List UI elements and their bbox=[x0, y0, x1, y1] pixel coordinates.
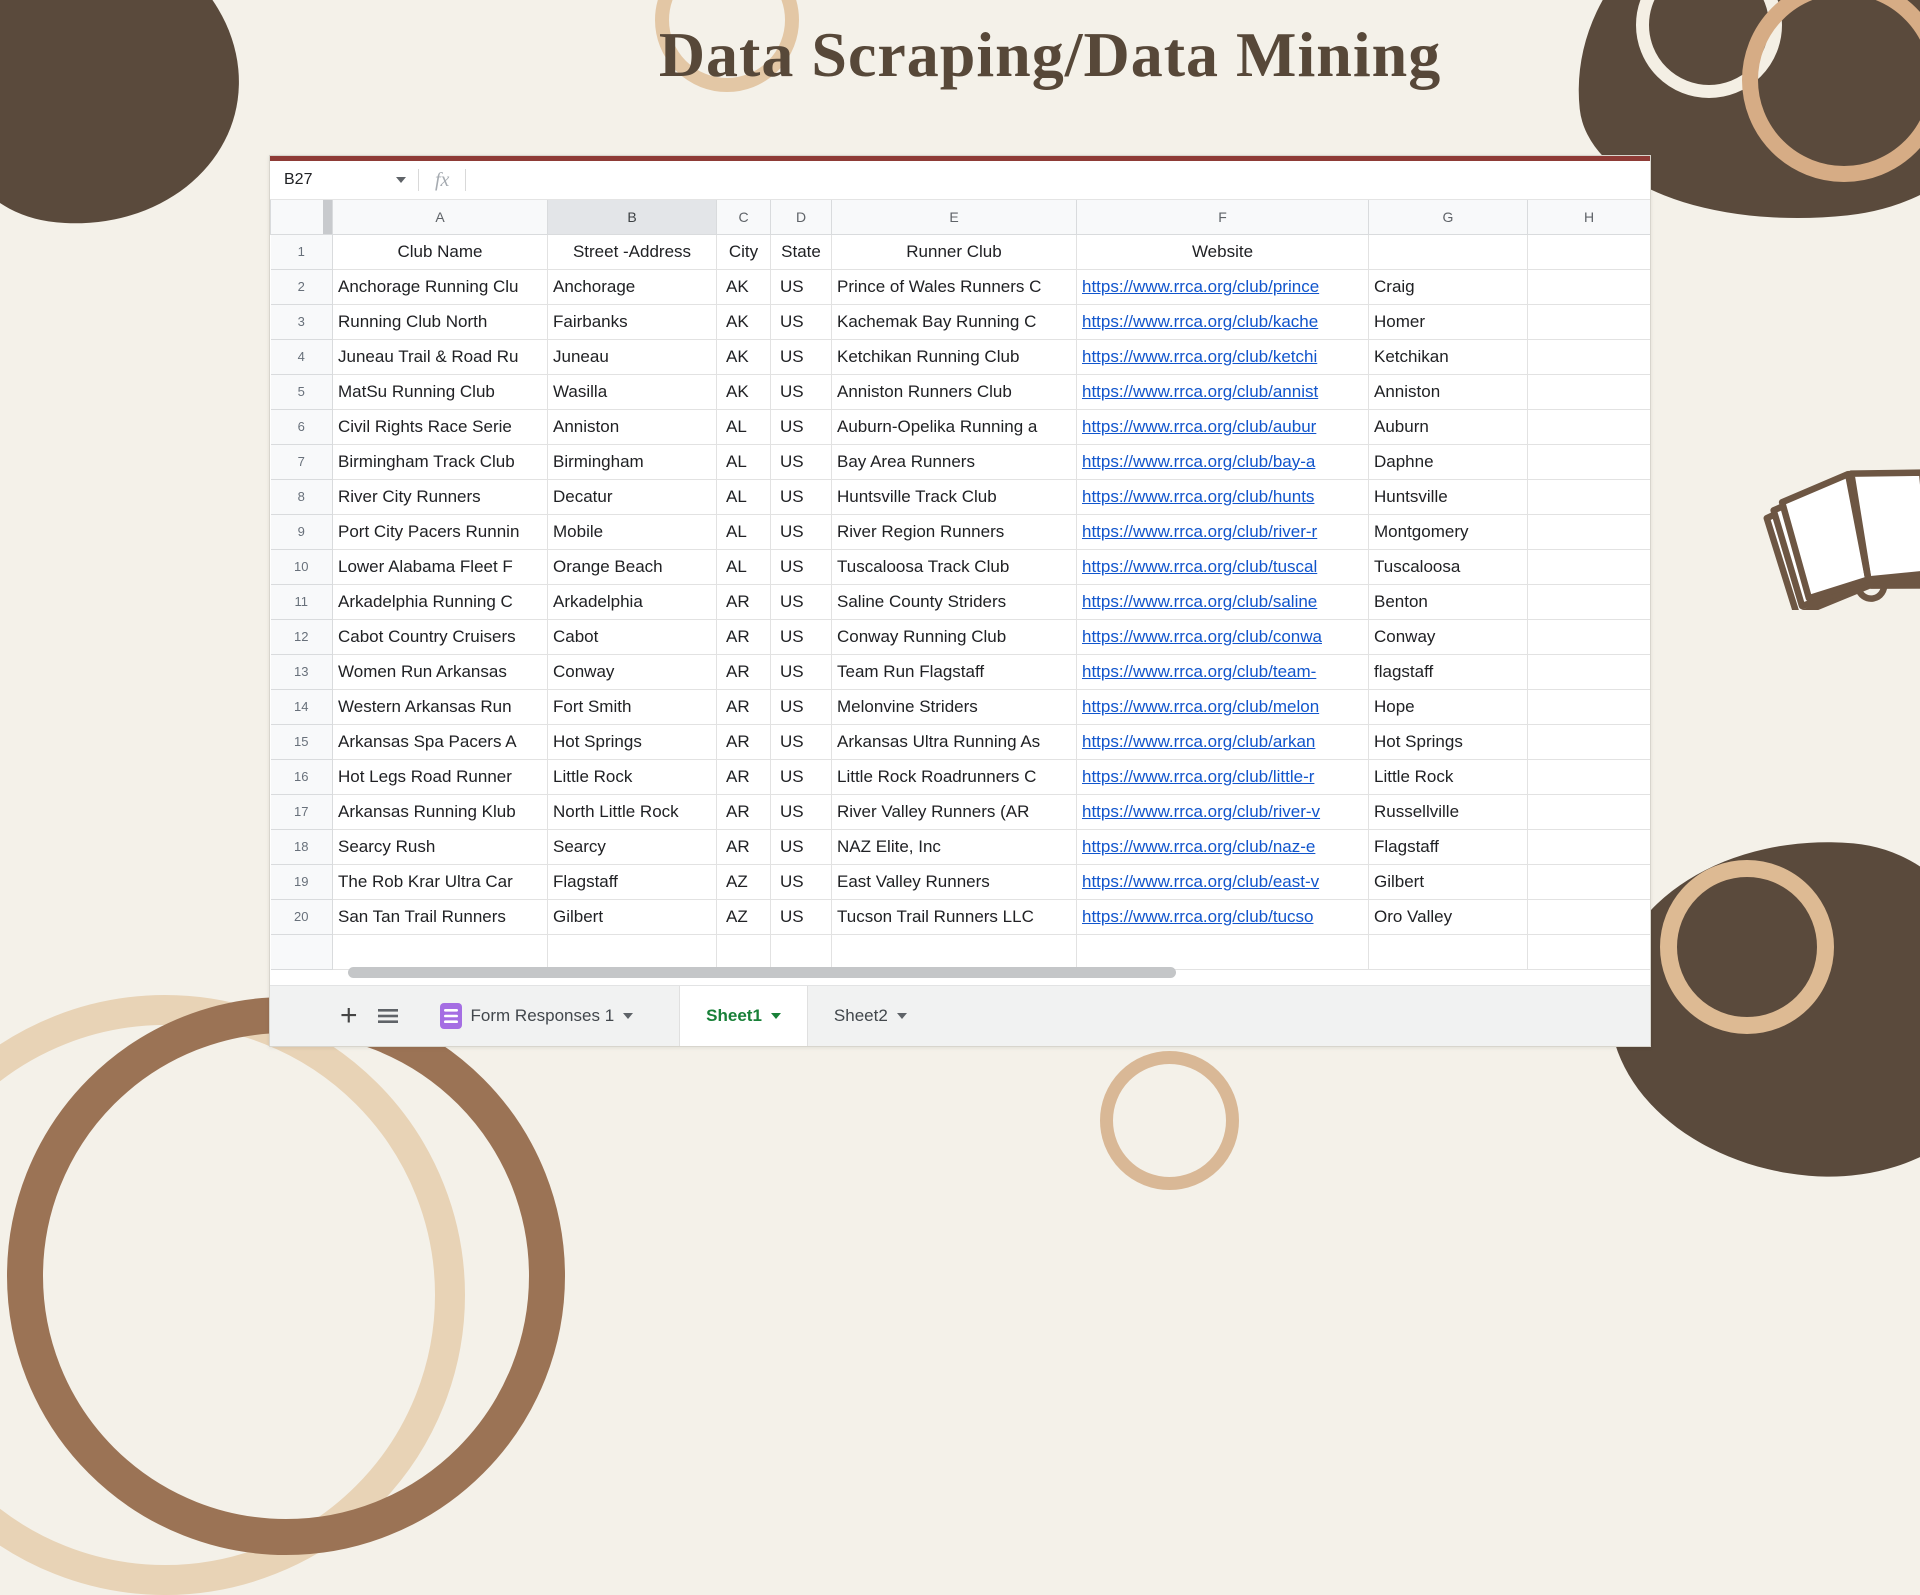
cell[interactable]: Kachemak Bay Running C bbox=[832, 304, 1077, 339]
horizontal-scrollbar[interactable] bbox=[348, 967, 1176, 978]
cell[interactable]: San Tan Trail Runners bbox=[333, 899, 548, 934]
sheet-row bbox=[271, 409, 1651, 444]
cell[interactable]: Civil Rights Race Serie bbox=[333, 409, 548, 444]
cell[interactable] bbox=[1077, 759, 1369, 794]
cell[interactable] bbox=[1528, 724, 1651, 759]
sheet-row bbox=[271, 444, 1651, 479]
cell[interactable] bbox=[1528, 479, 1651, 514]
cell[interactable] bbox=[1077, 514, 1369, 549]
cell[interactable]: Birmingham bbox=[548, 444, 717, 479]
cell[interactable]: Fort Smith bbox=[548, 689, 717, 724]
cell[interactable]: Arkansas Spa Pacers A bbox=[333, 724, 548, 759]
open-book-icon bbox=[1762, 430, 1920, 610]
cell[interactable]: US bbox=[771, 549, 832, 584]
cell[interactable]: AZ bbox=[717, 864, 771, 899]
cell[interactable]: Decatur bbox=[548, 479, 717, 514]
cell[interactable] bbox=[1528, 374, 1651, 409]
cell[interactable] bbox=[1077, 444, 1369, 479]
cell[interactable]: Homer bbox=[1369, 304, 1528, 339]
column-header-f[interactable]: F bbox=[1077, 200, 1369, 234]
cell[interactable]: Club Name bbox=[333, 234, 548, 269]
cell[interactable]: Flagstaff bbox=[548, 864, 717, 899]
tab-label: Sheet2 bbox=[833, 1006, 888, 1025]
corner-blob-top-left bbox=[0, 0, 260, 245]
sheet-row bbox=[271, 689, 1651, 724]
tab-sheet2[interactable] bbox=[808, 986, 933, 1046]
sheet-table bbox=[270, 200, 1650, 970]
cell[interactable]: AK bbox=[717, 374, 771, 409]
cell[interactable] bbox=[1077, 304, 1369, 339]
cell[interactable]: AK bbox=[717, 304, 771, 339]
tab-sheet1[interactable] bbox=[679, 986, 808, 1046]
sheet-row bbox=[271, 269, 1651, 304]
cell[interactable]: Melonvine Striders bbox=[832, 689, 1077, 724]
column-header-h[interactable]: H bbox=[1528, 200, 1651, 234]
formula-bar bbox=[270, 161, 1650, 200]
cell[interactable] bbox=[1528, 619, 1651, 654]
sheet-row bbox=[271, 374, 1651, 409]
cell[interactable] bbox=[1528, 409, 1651, 444]
cell[interactable]: Flagstaff bbox=[1369, 829, 1528, 864]
website-link[interactable]: https://www.rrca.org/club/prince bbox=[1082, 276, 1320, 296]
cell[interactable]: East Valley Runners bbox=[832, 864, 1077, 899]
cell[interactable]: Anniston bbox=[1369, 374, 1528, 409]
cell[interactable]: Wasilla bbox=[548, 374, 717, 409]
cell[interactable]: Arkadelphia bbox=[548, 584, 717, 619]
row-number[interactable]: 9 bbox=[271, 514, 333, 549]
cell[interactable]: Little Rock Roadrunners C bbox=[832, 759, 1077, 794]
sheet-row bbox=[271, 479, 1651, 514]
cell[interactable]: MatSu Running Club bbox=[333, 374, 548, 409]
cell[interactable] bbox=[1369, 934, 1528, 969]
cell[interactable]: Huntsville bbox=[1369, 479, 1528, 514]
website-link[interactable]: https://www.rrca.org/club/river-r bbox=[1082, 521, 1318, 541]
cell[interactable]: Fairbanks bbox=[548, 304, 717, 339]
website-link[interactable]: https://www.rrca.org/club/aubur bbox=[1082, 416, 1317, 436]
cell[interactable]: US bbox=[771, 584, 832, 619]
cell[interactable]: Prince of Wales Runners C bbox=[832, 269, 1077, 304]
cell[interactable]: US bbox=[771, 619, 832, 654]
cell[interactable]: Hot Springs bbox=[548, 724, 717, 759]
cell[interactable] bbox=[1528, 339, 1651, 374]
cell[interactable]: Birmingham Track Club bbox=[333, 444, 548, 479]
form-icon bbox=[440, 1003, 462, 1029]
cell[interactable]: Runner Club bbox=[832, 234, 1077, 269]
cell[interactable] bbox=[1528, 304, 1651, 339]
cell[interactable] bbox=[1077, 689, 1369, 724]
website-link[interactable]: https://www.rrca.org/club/tucso bbox=[1082, 906, 1314, 926]
cell[interactable]: AZ bbox=[717, 899, 771, 934]
cell[interactable]: Anchorage Running Clu bbox=[333, 269, 548, 304]
function-icon: fx bbox=[435, 168, 450, 191]
row-number[interactable]: 19 bbox=[271, 864, 333, 899]
cell[interactable]: Port City Pacers Runnin bbox=[333, 514, 548, 549]
website-link[interactable]: https://www.rrca.org/club/melon bbox=[1082, 696, 1320, 716]
cell[interactable] bbox=[1369, 234, 1528, 269]
column-header-c[interactable]: C bbox=[717, 200, 771, 234]
row-number[interactable]: 13 bbox=[271, 654, 333, 689]
cell[interactable]: Bay Area Runners bbox=[832, 444, 1077, 479]
cell[interactable] bbox=[1528, 234, 1651, 269]
website-link[interactable]: https://www.rrca.org/club/ketchi bbox=[1082, 346, 1318, 366]
cell[interactable] bbox=[1077, 339, 1369, 374]
cell[interactable]: Montgomery bbox=[1369, 514, 1528, 549]
cell[interactable]: Searcy bbox=[548, 829, 717, 864]
row-number[interactable]: 3 bbox=[271, 304, 333, 339]
cell[interactable] bbox=[1077, 794, 1369, 829]
cell[interactable]: Arkansas Running Klub bbox=[333, 794, 548, 829]
sheet-row bbox=[271, 724, 1651, 759]
cell[interactable] bbox=[548, 934, 717, 969]
cell[interactable]: AR bbox=[717, 689, 771, 724]
website-link[interactable]: https://www.rrca.org/club/river-v bbox=[1082, 801, 1321, 821]
website-link[interactable]: https://www.rrca.org/club/kache bbox=[1082, 311, 1319, 331]
cell[interactable]: flagstaff bbox=[1369, 654, 1528, 689]
chevron-down-icon[interactable] bbox=[623, 1013, 633, 1019]
cell[interactable]: Benton bbox=[1369, 584, 1528, 619]
cell[interactable]: Auburn bbox=[1369, 409, 1528, 444]
row-number[interactable]: 7 bbox=[271, 444, 333, 479]
cell[interactable]: US bbox=[771, 269, 832, 304]
cell[interactable]: US bbox=[771, 654, 832, 689]
sheet-row bbox=[271, 899, 1651, 934]
cell[interactable] bbox=[1077, 724, 1369, 759]
cell-reference-box[interactable] bbox=[270, 161, 418, 199]
cell[interactable]: Hope bbox=[1369, 689, 1528, 724]
cell[interactable]: North Little Rock bbox=[548, 794, 717, 829]
cell[interactable] bbox=[1528, 759, 1651, 794]
ring-decoration-bottom-center bbox=[1100, 1051, 1239, 1190]
cell[interactable] bbox=[1077, 899, 1369, 934]
website-link[interactable]: https://www.rrca.org/club/tuscal bbox=[1082, 556, 1318, 576]
cell[interactable]: US bbox=[771, 514, 832, 549]
sheet-row bbox=[271, 514, 1651, 549]
cell[interactable] bbox=[1077, 619, 1369, 654]
cell[interactable]: US bbox=[771, 304, 832, 339]
all-sheets-menu-button[interactable] bbox=[378, 1008, 398, 1024]
row-number[interactable] bbox=[271, 934, 333, 969]
cell[interactable]: Tucson Trail Runners LLC bbox=[832, 899, 1077, 934]
cell[interactable]: Oro Valley bbox=[1369, 899, 1528, 934]
ring-decoration-bottom-left-brown bbox=[7, 997, 565, 1555]
spreadsheet-panel bbox=[269, 155, 1651, 1047]
cell[interactable]: AL bbox=[717, 514, 771, 549]
cell[interactable] bbox=[1528, 934, 1651, 969]
cell-reference: B27 bbox=[284, 171, 313, 188]
cell[interactable]: Huntsville Track Club bbox=[832, 479, 1077, 514]
cell[interactable]: State bbox=[771, 234, 832, 269]
sheet-row bbox=[271, 584, 1651, 619]
cell[interactable]: US bbox=[771, 374, 832, 409]
cell[interactable] bbox=[771, 934, 832, 969]
cell[interactable] bbox=[1528, 269, 1651, 304]
cell[interactable]: Little Rock bbox=[548, 759, 717, 794]
website-link[interactable]: https://www.rrca.org/club/arkan bbox=[1082, 731, 1316, 751]
cell[interactable]: Saline County Striders bbox=[832, 584, 1077, 619]
cell[interactable]: Anniston Runners Club bbox=[832, 374, 1077, 409]
cell[interactable]: US bbox=[771, 479, 832, 514]
cell[interactable]: Cabot bbox=[548, 619, 717, 654]
cell[interactable] bbox=[1077, 479, 1369, 514]
row-number[interactable]: 6 bbox=[271, 409, 333, 444]
row-number[interactable]: 11 bbox=[271, 584, 333, 619]
chevron-down-icon[interactable] bbox=[897, 1013, 907, 1019]
row-number[interactable]: 1 bbox=[271, 234, 333, 269]
cell[interactable] bbox=[1528, 899, 1651, 934]
cell[interactable] bbox=[1528, 514, 1651, 549]
cell[interactable]: Mobile bbox=[548, 514, 717, 549]
cell[interactable]: AR bbox=[717, 619, 771, 654]
sheet-row bbox=[271, 549, 1651, 584]
cell[interactable]: Running Club North bbox=[333, 304, 548, 339]
cell[interactable]: Conway bbox=[548, 654, 717, 689]
column-header-d[interactable]: D bbox=[771, 200, 832, 234]
cell[interactable]: US bbox=[771, 899, 832, 934]
column-header-row bbox=[271, 200, 1651, 234]
corner-strip bbox=[323, 200, 332, 234]
column-header-e[interactable]: E bbox=[832, 200, 1077, 234]
sheet-row bbox=[271, 304, 1651, 339]
row-number[interactable]: 5 bbox=[271, 374, 333, 409]
row-number[interactable]: 20 bbox=[271, 899, 333, 934]
formula-input[interactable] bbox=[466, 161, 1650, 199]
cell[interactable]: US bbox=[771, 689, 832, 724]
cell[interactable]: Orange Beach bbox=[548, 549, 717, 584]
cell[interactable] bbox=[1077, 409, 1369, 444]
website-link[interactable]: https://www.rrca.org/club/bay-a bbox=[1082, 451, 1316, 471]
row-number[interactable]: 4 bbox=[271, 339, 333, 374]
page-title: Data Scraping/Data Mining bbox=[658, 19, 1442, 90]
cell[interactable]: Conway bbox=[1369, 619, 1528, 654]
cell[interactable]: Tuscaloosa bbox=[1369, 549, 1528, 584]
row-number[interactable]: 15 bbox=[271, 724, 333, 759]
website-link[interactable]: https://www.rrca.org/club/annist bbox=[1082, 381, 1319, 401]
sheet-row bbox=[271, 339, 1651, 374]
row-number[interactable]: 16 bbox=[271, 759, 333, 794]
cell[interactable]: US bbox=[771, 444, 832, 479]
column-header-a[interactable]: A bbox=[333, 200, 548, 234]
website-link[interactable]: https://www.rrca.org/club/team- bbox=[1082, 661, 1317, 681]
cell[interactable]: Gilbert bbox=[548, 899, 717, 934]
cell[interactable]: AR bbox=[717, 794, 771, 829]
cell[interactable]: Auburn-Opelika Running a bbox=[832, 409, 1077, 444]
cell[interactable]: River Valley Runners (AR bbox=[832, 794, 1077, 829]
cell[interactable]: US bbox=[771, 794, 832, 829]
sheet-row bbox=[271, 619, 1651, 654]
website-link[interactable]: https://www.rrca.org/club/hunts bbox=[1082, 486, 1315, 506]
cell[interactable]: Searcy Rush bbox=[333, 829, 548, 864]
tab-label: Form Responses 1 bbox=[470, 1006, 615, 1025]
cell[interactable]: Juneau Trail & Road Ru bbox=[333, 339, 548, 374]
cell[interactable]: Team Run Flagstaff bbox=[832, 654, 1077, 689]
cell[interactable]: Juneau bbox=[548, 339, 717, 374]
website-link[interactable]: https://www.rrca.org/club/conwa bbox=[1082, 626, 1322, 646]
cell[interactable] bbox=[1528, 794, 1651, 829]
cell[interactable]: Street -Address bbox=[548, 234, 717, 269]
cell[interactable] bbox=[1077, 549, 1369, 584]
cell[interactable]: Little Rock bbox=[1369, 759, 1528, 794]
sheet-row bbox=[271, 759, 1651, 794]
cell[interactable]: The Rob Krar Ultra Car bbox=[333, 864, 548, 899]
cell[interactable] bbox=[1077, 584, 1369, 619]
row-number[interactable]: 8 bbox=[271, 479, 333, 514]
cell[interactable]: Hot Legs Road Runner bbox=[333, 759, 548, 794]
cell[interactable] bbox=[1528, 689, 1651, 724]
cell[interactable]: Cabot Country Cruisers bbox=[333, 619, 548, 654]
cell[interactable]: US bbox=[771, 864, 832, 899]
hamburger-icon bbox=[378, 1008, 398, 1024]
sheet-row bbox=[271, 794, 1651, 829]
cell[interactable]: AR bbox=[717, 654, 771, 689]
cell[interactable] bbox=[1528, 829, 1651, 864]
cell[interactable] bbox=[1077, 654, 1369, 689]
cell[interactable]: Conway Running Club bbox=[832, 619, 1077, 654]
row-number[interactable]: 12 bbox=[271, 619, 333, 654]
cell[interactable] bbox=[1077, 374, 1369, 409]
column-header-g[interactable]: G bbox=[1369, 200, 1528, 234]
cell[interactable] bbox=[1528, 864, 1651, 899]
cell[interactable]: NAZ Elite, Inc bbox=[832, 829, 1077, 864]
cell[interactable]: US bbox=[771, 409, 832, 444]
cell[interactable]: AR bbox=[717, 584, 771, 619]
tab-form-responses-1[interactable] bbox=[440, 986, 634, 1046]
cell[interactable]: Arkadelphia Running C bbox=[333, 584, 548, 619]
cell[interactable]: AK bbox=[717, 339, 771, 374]
row-number[interactable]: 10 bbox=[271, 549, 333, 584]
sheet-row bbox=[271, 234, 1651, 269]
cell[interactable]: US bbox=[771, 829, 832, 864]
cell[interactable]: Ketchikan Running Club bbox=[832, 339, 1077, 374]
cell[interactable] bbox=[1077, 829, 1369, 864]
cell[interactable]: AK bbox=[717, 269, 771, 304]
website-link[interactable]: https://www.rrca.org/club/east-v bbox=[1082, 871, 1320, 891]
website-link[interactable]: https://www.rrca.org/club/saline bbox=[1082, 591, 1318, 611]
cell[interactable] bbox=[717, 934, 771, 969]
sheet-grid bbox=[270, 200, 1650, 985]
cell[interactable]: River City Runners bbox=[333, 479, 548, 514]
cell[interactable]: US bbox=[771, 759, 832, 794]
cell[interactable] bbox=[1528, 654, 1651, 689]
sheet-row bbox=[271, 654, 1651, 689]
add-sheet-button[interactable]: + bbox=[340, 999, 358, 1032]
website-link[interactable]: https://www.rrca.org/club/naz-e bbox=[1082, 836, 1316, 856]
cell[interactable] bbox=[1528, 584, 1651, 619]
sheet-row bbox=[271, 829, 1651, 864]
cell[interactable]: US bbox=[771, 339, 832, 374]
cell[interactable]: Anchorage bbox=[548, 269, 717, 304]
cell[interactable] bbox=[1077, 864, 1369, 899]
cell[interactable]: Craig bbox=[1369, 269, 1528, 304]
cell[interactable]: AR bbox=[717, 829, 771, 864]
cell[interactable] bbox=[832, 934, 1077, 969]
cell[interactable]: Russellville bbox=[1369, 794, 1528, 829]
cell[interactable]: Anniston bbox=[548, 409, 717, 444]
select-all-corner[interactable] bbox=[271, 200, 333, 234]
row-number[interactable]: 17 bbox=[271, 794, 333, 829]
cell[interactable]: AL bbox=[717, 409, 771, 444]
cell[interactable]: AR bbox=[717, 724, 771, 759]
cell[interactable]: Gilbert bbox=[1369, 864, 1528, 899]
chevron-down-icon[interactable] bbox=[771, 1013, 781, 1019]
row-number[interactable]: 18 bbox=[271, 829, 333, 864]
cell[interactable]: US bbox=[771, 724, 832, 759]
cell[interactable]: Western Arkansas Run bbox=[333, 689, 548, 724]
chevron-down-icon[interactable] bbox=[396, 177, 406, 183]
row-number[interactable]: 2 bbox=[271, 269, 333, 304]
cell[interactable]: AL bbox=[717, 444, 771, 479]
cell[interactable] bbox=[333, 934, 548, 969]
cell[interactable]: Lower Alabama Fleet F bbox=[333, 549, 548, 584]
cell[interactable] bbox=[1528, 549, 1651, 584]
cell[interactable]: Daphne bbox=[1369, 444, 1528, 479]
sheet-tab-bar bbox=[270, 985, 1650, 1046]
cell[interactable]: City bbox=[717, 234, 771, 269]
cell[interactable]: AL bbox=[717, 479, 771, 514]
cell[interactable]: Website bbox=[1077, 234, 1369, 269]
cell[interactable]: Women Run Arkansas bbox=[333, 654, 548, 689]
tab-label: Sheet1 bbox=[706, 1006, 762, 1025]
cell[interactable]: Ketchikan bbox=[1369, 339, 1528, 374]
row-number[interactable]: 14 bbox=[271, 689, 333, 724]
divider bbox=[418, 169, 419, 191]
column-header-b[interactable]: B bbox=[548, 200, 717, 234]
ring-decoration-bottom-right bbox=[1660, 860, 1834, 1034]
website-link[interactable]: https://www.rrca.org/club/little-r bbox=[1082, 766, 1315, 786]
cell[interactable]: River Region Runners bbox=[832, 514, 1077, 549]
cell[interactable]: Hot Springs bbox=[1369, 724, 1528, 759]
cell[interactable] bbox=[1528, 444, 1651, 479]
cell[interactable] bbox=[1077, 269, 1369, 304]
cell[interactable]: AL bbox=[717, 549, 771, 584]
cell[interactable]: Tuscaloosa Track Club bbox=[832, 549, 1077, 584]
sheet-row bbox=[271, 864, 1651, 899]
cell[interactable] bbox=[1077, 934, 1369, 969]
cell[interactable]: Arkansas Ultra Running As bbox=[832, 724, 1077, 759]
cell[interactable]: AR bbox=[717, 759, 771, 794]
sheet-row bbox=[271, 934, 1651, 969]
